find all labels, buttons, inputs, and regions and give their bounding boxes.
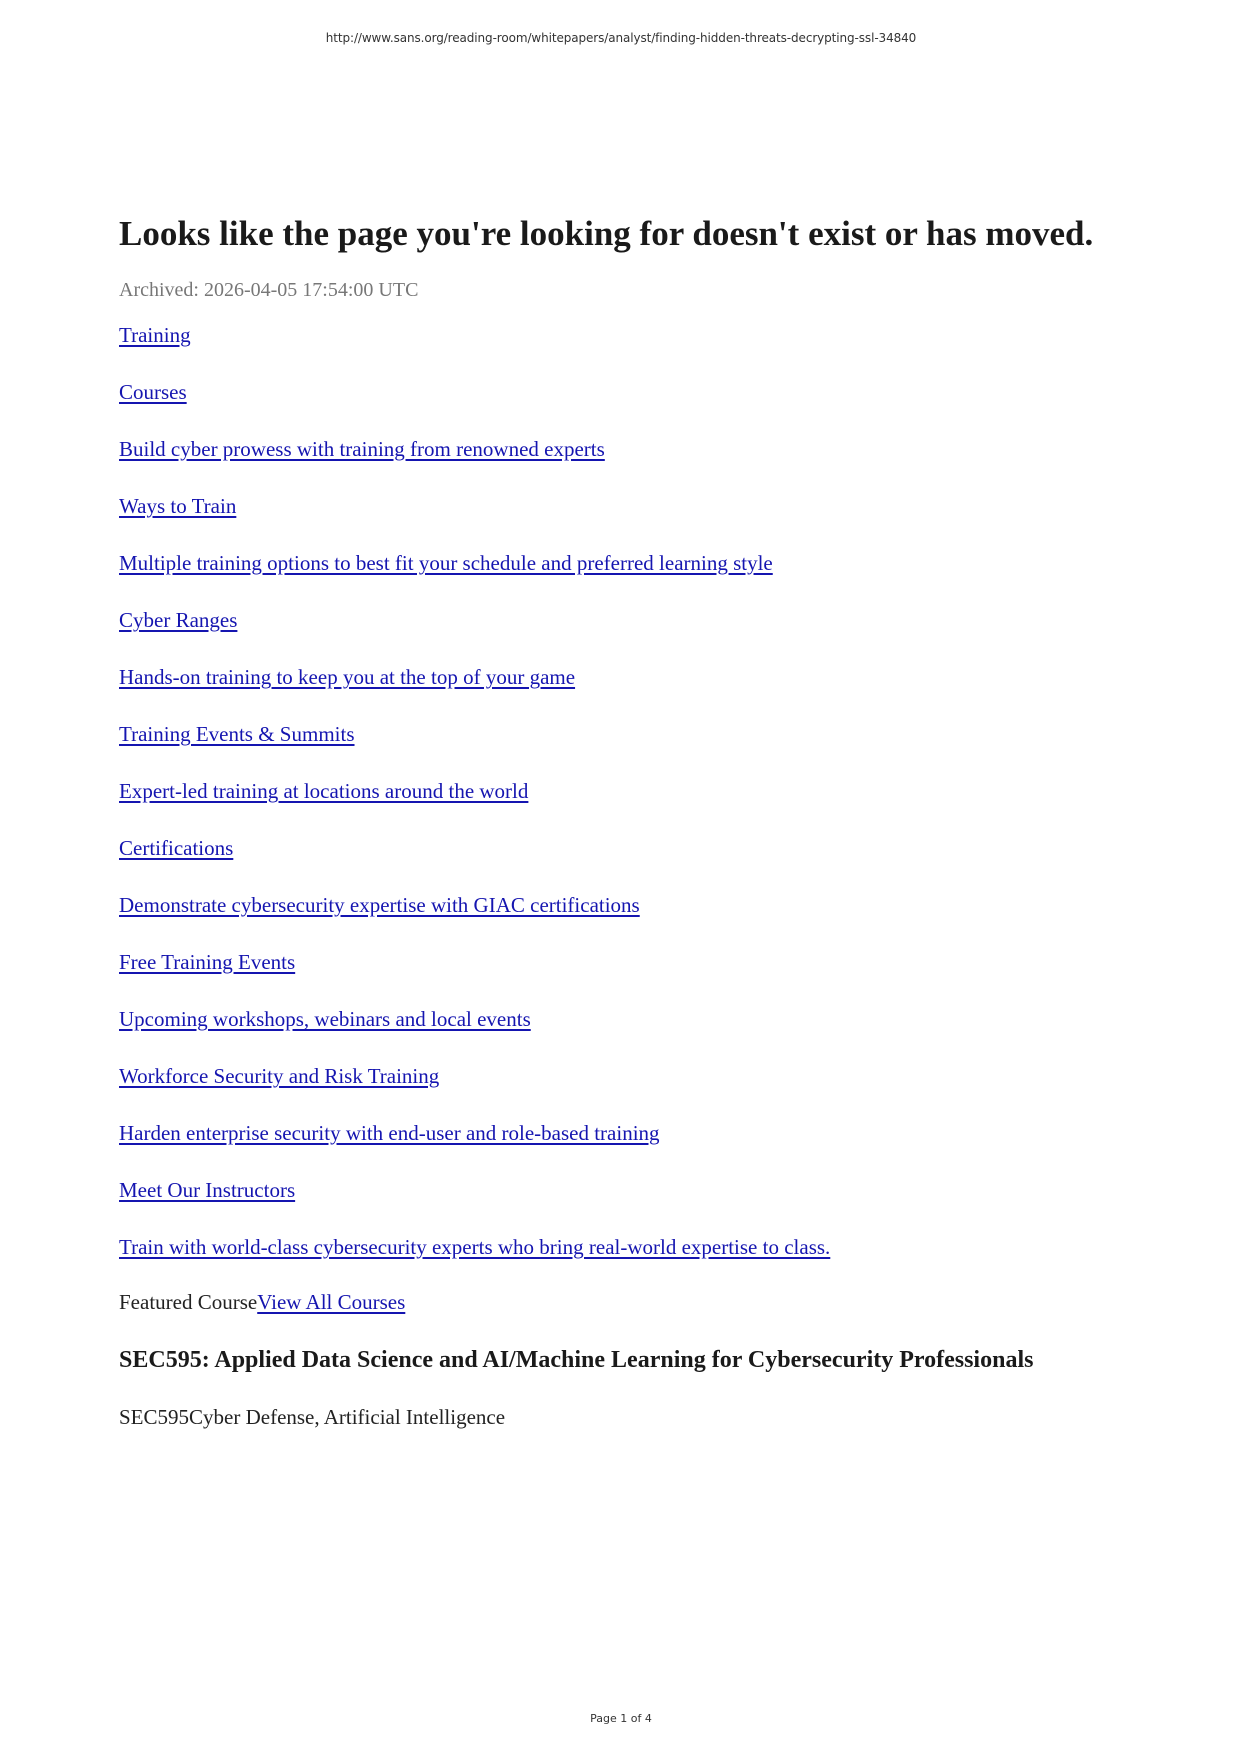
- link-meet-instructors-description[interactable]: Train with world-class cybersecurity experts who bring real-world expertise to class.: [119, 1235, 831, 1259]
- link-cyber-ranges-description[interactable]: Hands-on training to keep you at the top of your game: [119, 665, 576, 689]
- link-courses-description[interactable]: Build cyber prowess with training from renowned experts: [119, 437, 605, 461]
- link-training-events[interactable]: Training Events & Summits: [119, 722, 355, 746]
- link-meet-instructors[interactable]: Meet Our Instructors: [119, 1178, 296, 1202]
- view-all-courses-link[interactable]: View All Courses: [257, 1290, 406, 1314]
- page-number-footer: Page 1 of 4: [590, 1712, 652, 1725]
- link-workforce-security-description[interactable]: Harden enterprise security with end-user and role-based training: [119, 1121, 660, 1145]
- course-meta: [119, 1405, 1149, 1430]
- main-content: [119, 212, 1149, 1430]
- link-cyber-ranges[interactable]: Cyber Ranges: [119, 608, 238, 632]
- link-workforce-security[interactable]: Workforce Security and Risk Training: [119, 1064, 440, 1088]
- link-certifications-description[interactable]: Demonstrate cybersecurity expertise with GIAC certifications: [119, 893, 640, 917]
- page-url-header: http://www.sans.org/reading-room/whitepapers/analyst/finding-hidden-threats-decrypting-ssl-34840: [325, 31, 917, 45]
- link-free-training-events-description[interactable]: Upcoming workshops, webinars and local events: [119, 1007, 531, 1031]
- featured-course-row: [119, 1290, 1149, 1315]
- course-title: SEC595: Applied Data Science and AI/Machine Learning for Cybersecurity Professionals: [119, 1347, 1034, 1373]
- link-courses[interactable]: Courses: [119, 380, 187, 404]
- page-title: Looks like the page you're looking for doesn't exist or has moved.: [119, 214, 1094, 253]
- link-free-training-events[interactable]: Free Training Events: [119, 950, 296, 974]
- link-training-events-description[interactable]: Expert-led training at locations around the world: [119, 779, 529, 803]
- link-training[interactable]: Training: [119, 323, 191, 347]
- course-code: SEC595: [119, 1405, 190, 1429]
- link-ways-to-train[interactable]: Ways to Train: [119, 494, 237, 518]
- course-topics: Cyber Defense, Artificial Intelligence: [189, 1405, 506, 1429]
- nav-link-list: [119, 323, 1149, 1260]
- link-ways-to-train-description[interactable]: Multiple training options to best fit your schedule and preferred learning style: [119, 551, 773, 575]
- link-certifications[interactable]: Certifications: [119, 836, 234, 860]
- featured-course-label: Featured Course: [119, 1290, 258, 1314]
- archived-timestamp: Archived: 2026-04-05 17:54:00 UTC: [119, 279, 419, 301]
